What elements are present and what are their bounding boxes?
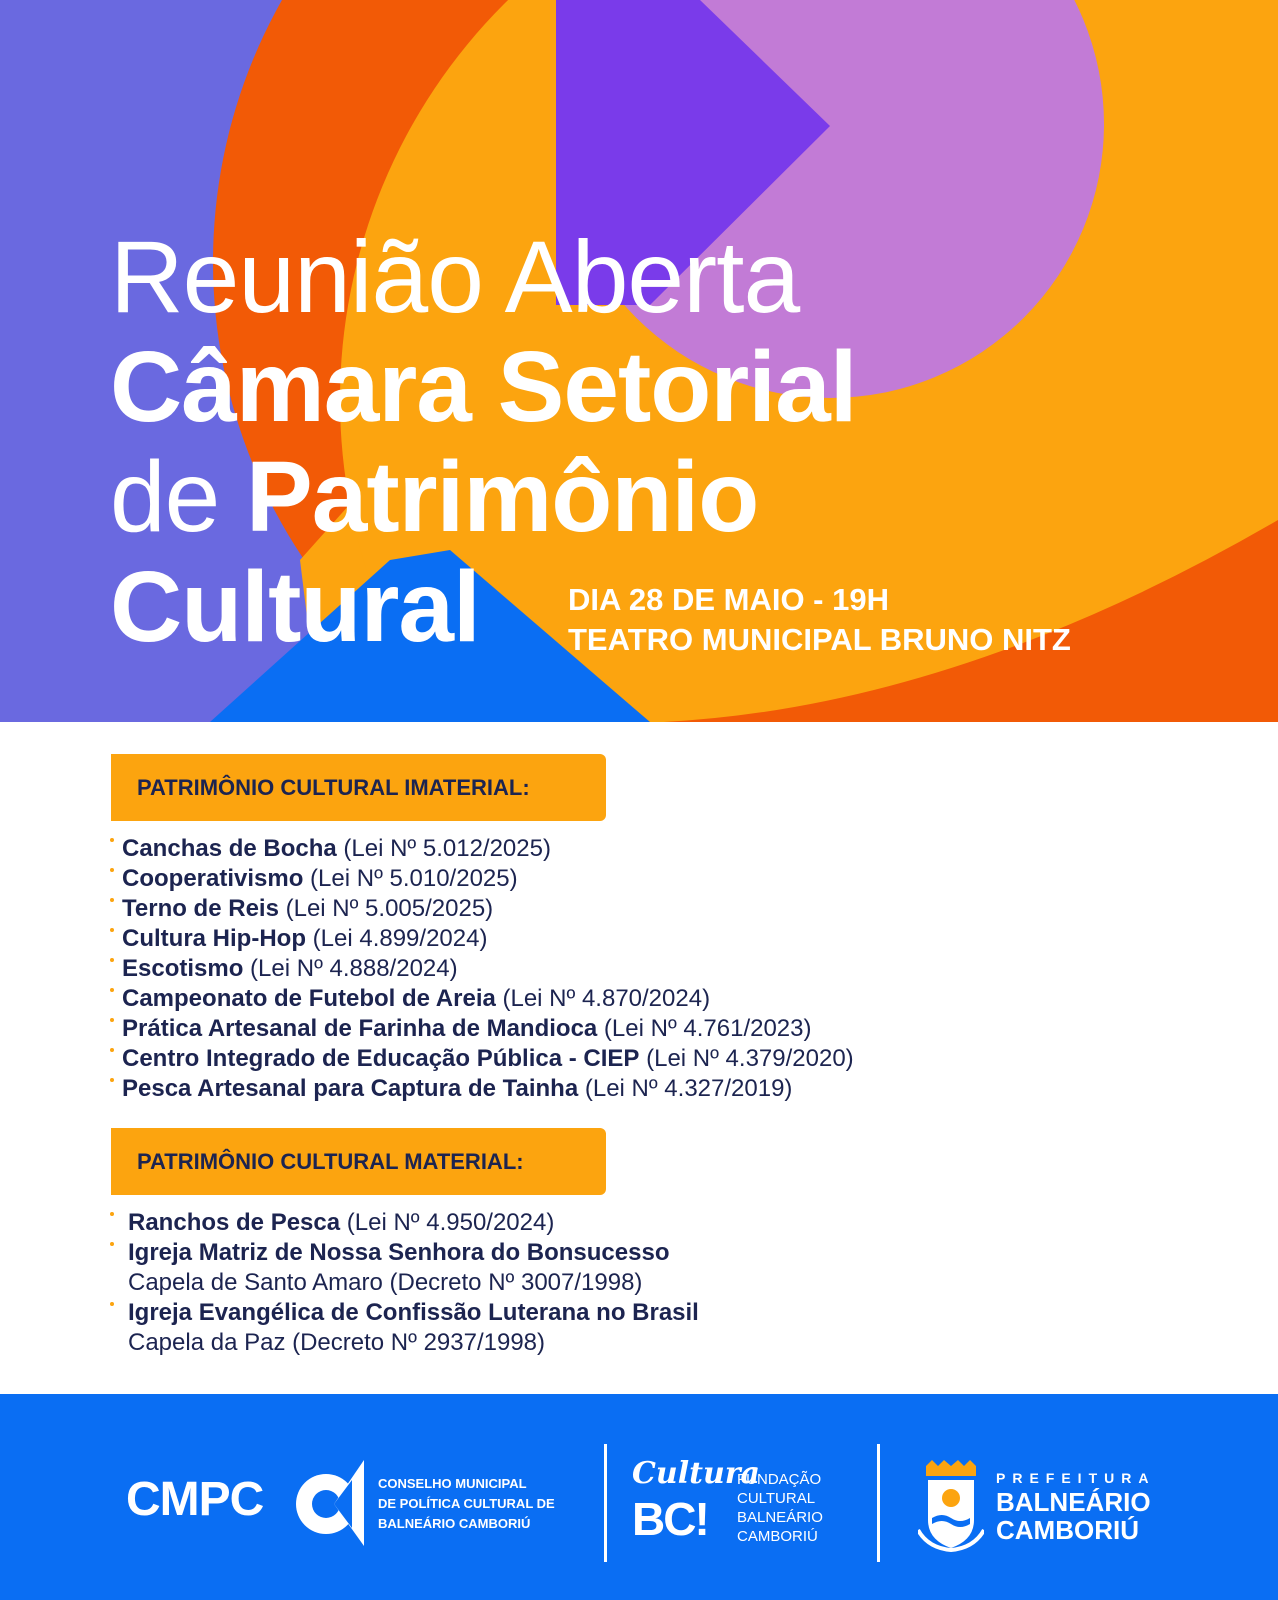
imaterial-heading-box (111, 754, 606, 821)
list-item (110, 1044, 854, 1074)
bullet-icon (110, 1302, 114, 1306)
footer-divider (877, 1444, 880, 1562)
item-subtitle: Capela de Santo Amaro (Decreto Nº 3007/1998) (128, 1269, 643, 1296)
cmpc-logo-text: CMPC (126, 1473, 264, 1526)
city-name-line-2: CAMBORIÚ (996, 1515, 1139, 1545)
event-date: DIA 28 DE MAIO - 19H (568, 582, 889, 617)
cmpc-name (378, 1474, 555, 1534)
bullet-icon (110, 1048, 114, 1052)
item-law: (Lei Nº 4.327/2019) (578, 1075, 793, 1102)
title-line-1: Reunião Aberta (110, 220, 800, 334)
fundacao-line-3: BALNEÁRIO (737, 1509, 823, 1526)
title-line-4: Cultural (110, 551, 480, 663)
bullet-icon (110, 1212, 114, 1216)
item-name: Igreja Evangélica de Confissão Luterana no Brasil (128, 1299, 699, 1326)
list-item (110, 1074, 854, 1104)
bullet-icon (110, 838, 114, 842)
item-law: (Lei Nº 4.950/2024) (340, 1209, 555, 1236)
cmpc-name-line-2: DE POLÍTICA CULTURAL DE (378, 1496, 555, 1511)
hero-banner (0, 0, 1278, 722)
list-item (110, 984, 854, 1014)
item-law: (Lei Nº 4.761/2023) (597, 1015, 812, 1042)
list-item (110, 1238, 699, 1298)
list-item (110, 1014, 854, 1044)
list-item (110, 1208, 699, 1238)
item-law: (Lei Nº 4.379/2020) (639, 1045, 854, 1072)
item-name: Escotismo (122, 955, 244, 982)
item-law: (Lei Nº 4.870/2024) (495, 985, 711, 1012)
bullet-icon (110, 928, 114, 932)
fundacao-name (737, 1470, 823, 1546)
item-name: Cooperativismo (122, 865, 304, 892)
item-law: (Lei Nº 5.012/2025) (336, 835, 551, 862)
event-venue: TEATRO MUNICIPAL BRUNO NITZ (568, 622, 1071, 657)
title-line-3-light: de (110, 441, 247, 553)
bullet-icon (110, 1078, 114, 1082)
item-law: (Lei Nº 5.005/2025) (278, 895, 494, 922)
list-item (110, 1298, 699, 1358)
footer (0, 1394, 1278, 1600)
item-law: (Lei Nº 4.888/2024) (243, 955, 458, 982)
bullet-icon (110, 1242, 114, 1246)
imaterial-list (110, 834, 854, 1104)
fundacao-line-4: CAMBORIÚ (737, 1528, 818, 1545)
city-crest-icon (918, 1460, 984, 1552)
item-name: Pesca Artesanal para Captura de Tainha (122, 1075, 579, 1102)
item-name: Ranchos de Pesca (128, 1209, 341, 1236)
fundacao-line-1: FUNDAÇÃO (737, 1471, 822, 1488)
prefeitura-label: PREFEITURA (996, 1470, 1156, 1486)
list-item (110, 834, 854, 864)
list-item (110, 954, 854, 984)
title-line-3 (110, 442, 758, 552)
item-law: (Lei 4.899/2024) (305, 925, 488, 952)
bullet-icon (110, 988, 114, 992)
item-name: Terno de Reis (122, 895, 279, 922)
item-law: (Lei Nº 5.010/2025) (303, 865, 518, 892)
item-name: Centro Integrado de Educação Pública - CIEP (122, 1045, 640, 1072)
bullet-icon (110, 898, 114, 902)
city-name (996, 1488, 1151, 1544)
item-name: Cultura Hip-Hop (122, 925, 306, 952)
material-list (110, 1208, 699, 1358)
item-subtitle: Capela da Paz (Decreto Nº 2937/1998) (128, 1329, 546, 1356)
item-name: Canchas de Bocha (122, 835, 337, 862)
title-line-3-bold: Patrimônio (246, 441, 759, 553)
bullet-icon (110, 1018, 114, 1022)
material-heading: PATRIMÔNIO CULTURAL MATERIAL: (137, 1148, 524, 1174)
list-item (110, 864, 854, 894)
cultura-script-logo: Cultura (632, 1456, 760, 1491)
city-name-line-1: BALNEÁRIO (996, 1487, 1151, 1517)
bullet-icon (110, 958, 114, 962)
material-heading-box (111, 1128, 606, 1195)
imaterial-heading: PATRIMÔNIO CULTURAL IMATERIAL: (137, 774, 530, 800)
event-info (568, 580, 1071, 660)
item-name: Prática Artesanal de Farinha de Mandioca (122, 1015, 598, 1042)
cmpc-logo-icon (294, 1460, 364, 1546)
list-item (110, 924, 854, 954)
cmpc-name-line-3: BALNEÁRIO CAMBORIÚ (378, 1516, 531, 1531)
item-name: Igreja Matriz de Nossa Senhora do Bonsucesso (128, 1239, 670, 1266)
bullet-icon (110, 868, 114, 872)
title-line-2: Câmara Setorial (110, 331, 857, 443)
cmpc-name-line-1: CONSELHO MUNICIPAL (378, 1476, 527, 1491)
cultura-bc-logo: BC! (632, 1493, 708, 1545)
fundacao-line-2: CULTURAL (737, 1490, 816, 1507)
list-item (110, 894, 854, 924)
item-name: Campeonato de Futebol de Areia (122, 985, 496, 1012)
footer-divider (604, 1444, 607, 1562)
